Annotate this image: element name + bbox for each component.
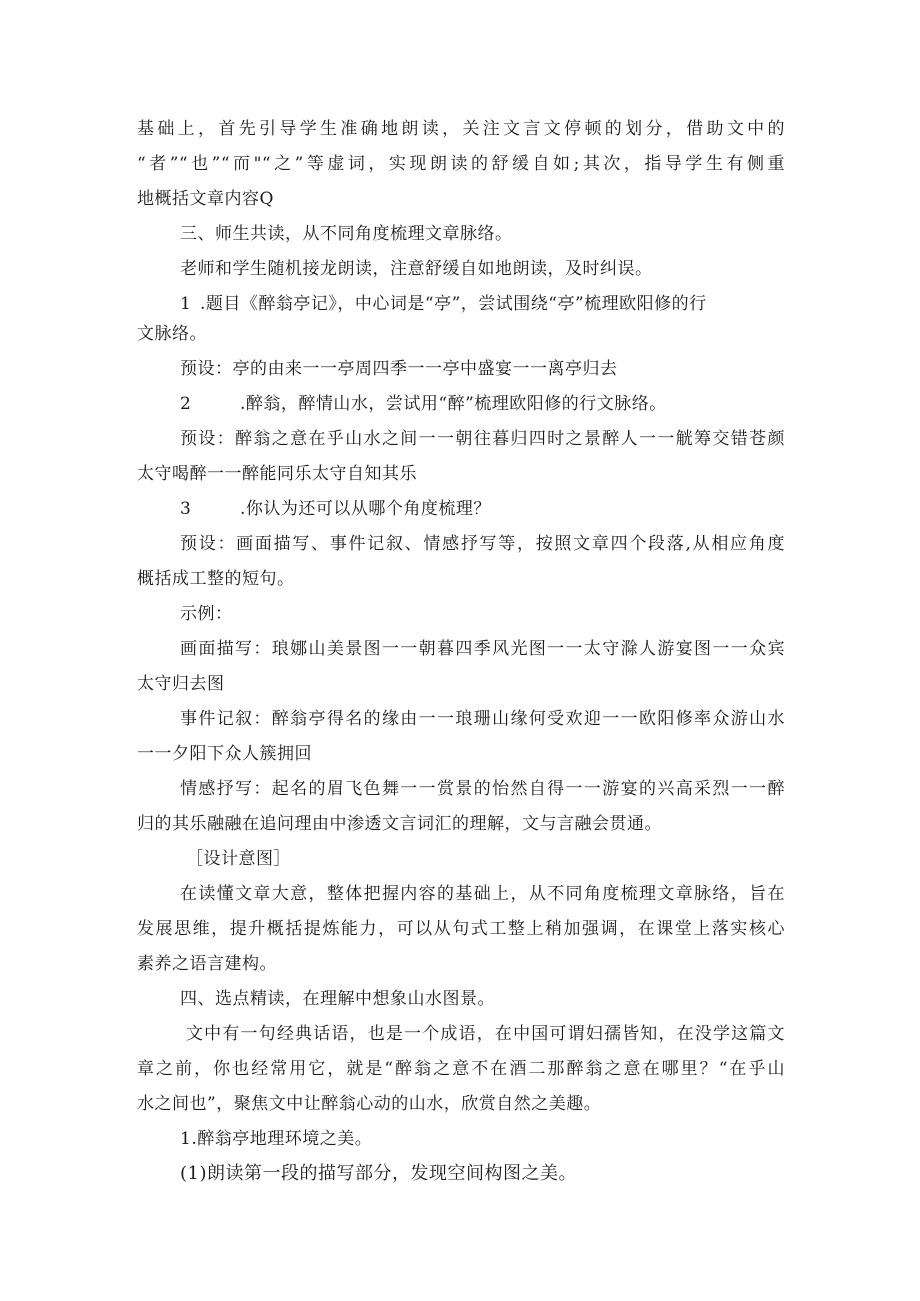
question-number: 2 [180,394,192,414]
design-intent-label: ［设计意图］ [186,849,291,869]
design-intent-line: 素养之语言建构。 [137,954,277,974]
paragraph-line: 水之间也”，聚焦文中让醉翁心动的山水，欣赏自然之美趣。 [137,1094,602,1114]
question-three [180,498,491,520]
question-text: .你认为还可以从哪个角度梳理？ [240,499,491,519]
section-heading-four: 四、选点精读，在理解中想象山水图景。 [180,989,495,1009]
answer-line: 预设：醉翁之意在乎山水之间一一朝往暮归四时之景醉人一一觥筹交错苍颜 [180,429,785,449]
design-intent-line: 发展思维，提升概括提炼能力，可以从句式工整上稍加强调，在课堂上落实核心 [137,919,785,939]
example-line: 情感抒写：起名的眉飞色舞一一赏景的怡然自得一一游宴的兴高采烈一一醉 [180,779,785,799]
answer-line: 概括成工整的短句。 [137,569,295,589]
subsection-item: (1)朗读第一段的描写部分，发现空间构图之美。 [180,1163,577,1184]
answer-line: 预设：亭的由来一一亭周四季一一亭中盛宴一一离亭归去 [180,359,618,379]
example-line: 事件记叙：醉翁亭得名的缘由一一琅珊山缘何受欢迎一一欧阳修率众游山水 [180,709,785,729]
paragraph-line: 章之前，你也经常用它，就是“醉翁之意不在酒二那醉翁之意在哪里？“在乎山 [137,1059,785,1079]
question-number: 1 [180,294,192,314]
paragraph-line: “者”“也”“而"“之”等虚词，实现朗读的舒缓自如;其次，指导学生有侧重 [137,154,785,174]
paragraph-line: 地概括文章内容Q [137,189,274,209]
design-intent-line: 在读懂文章大意，整体把握内容的基础上，从不同角度梳理文章脉络，旨在 [180,884,785,904]
question-text: .醉翁，醉情山水，尝试用“醉”梳理欧阳修的行文脉络。 [240,394,667,414]
example-label: 示例： [180,604,233,624]
example-line: 太守归去图 [137,674,225,694]
example-line: 画面描写：琅娜山美景图一一朝暮四季风光图一一太守滁人游宴图一一众宾 [180,639,785,659]
question-number: 3 [180,499,192,519]
subsection-heading: 1.醉翁亭地理环境之美。 [180,1129,373,1149]
example-line: 归的其乐融融在追问理由中渗透文言词汇的理解，文与言融会贯通。 [137,814,662,834]
paragraph-line: 基础上，首先引导学生准确地朗读，关注文言文停顿的划分，借助文中的 [137,119,785,139]
question-one [180,293,707,315]
example-line: 一一夕阳下众人簇拥回 [137,744,312,764]
paragraph-line: 老师和学生随机接龙朗读，注意舒缓自如地朗读，及时纠误。 [180,259,653,279]
question-text: .题目《醉翁亭记》，中心词是“亭”，尝试围绕“亭”梳理欧阳修的行 [200,294,707,314]
section-heading-three: 三、师生共读，从不同角度梳理文章脉络。 [180,224,513,244]
question-two [180,393,667,415]
paragraph-line: 文脉络。 [137,324,207,344]
answer-line: 预设：画面描写、事件记叙、情感抒写等，按照文章四个段落,从相应角度 [180,534,785,554]
paragraph-line: 文中有一句经典话语，也是一个成语，在中国可谓妇孺皆知，在没学这篇文 [186,1024,785,1044]
answer-line: 太守喝醉一一醉能同乐太守自知其乐 [137,464,417,484]
